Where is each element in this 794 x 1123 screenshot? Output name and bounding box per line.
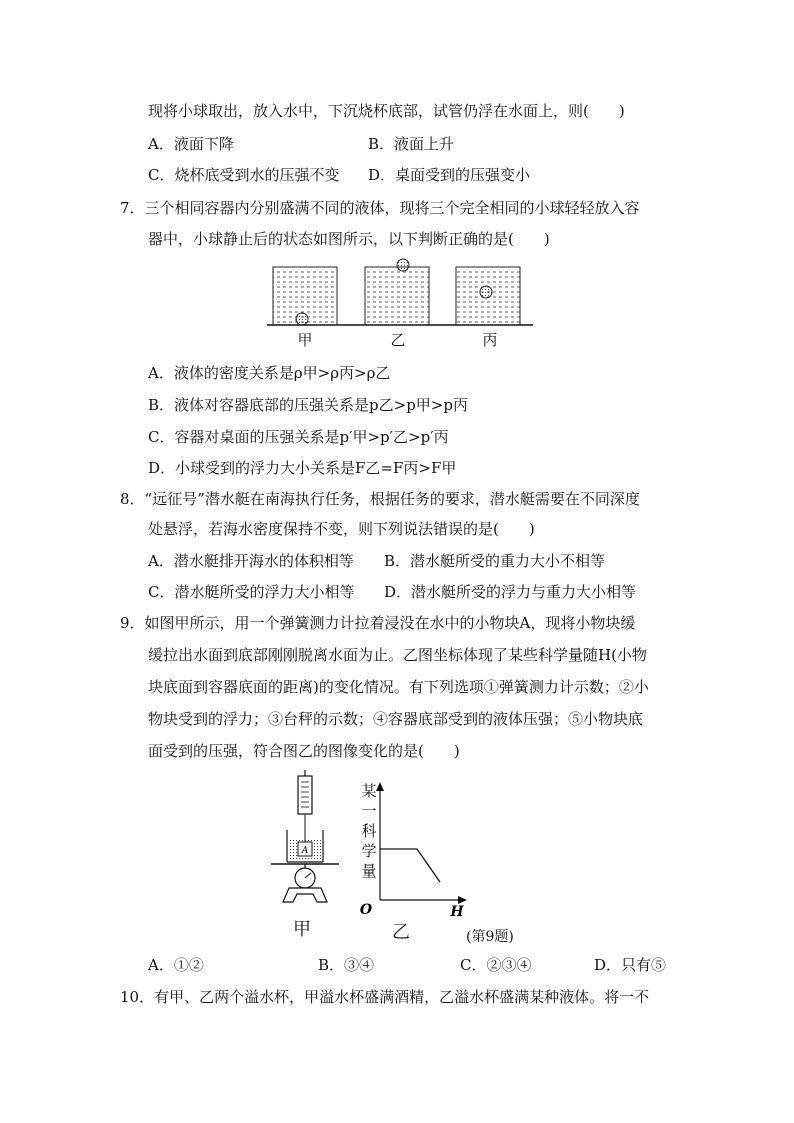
ball-bing (480, 286, 492, 298)
q7-label-yi: 乙 (390, 331, 406, 349)
q9-stem-line1: 9．如图甲所示，用一个弹簧测力计拉着浸没在水中的小物块A，现将小物块缓 (120, 614, 636, 632)
platform-scale (271, 864, 339, 902)
q9-figure-jia (265, 770, 355, 915)
y-axis-label (361, 781, 377, 881)
y-label-char: 某 (361, 782, 377, 800)
q7-stem-line2: 器中，小球静止后的状态如图所示，以下判断正确的是( ) (148, 230, 550, 248)
q9-stem-line5: 面受到的压强，符合图乙的图像变化的是( ) (148, 742, 460, 760)
q9-fig-label-jia: 甲 (293, 919, 311, 940)
q9-caption: (第9题) (466, 929, 514, 945)
q8-option-c: C．潜水艇所受的浮力大小相等 (148, 583, 355, 601)
q6-option-d: D．桌面受到的压强变小 (368, 166, 531, 184)
q7-option-d: D．小球受到的浮力大小关系是F乙=F丙>F甲 (148, 459, 457, 477)
q8-stem-line1: 8．“远征号”潜水艇在南海执行任务，根据任务的要求，潜水艇需要在不同深度 (120, 490, 640, 508)
q8-option-a: A．潜水艇排开海水的体积相等 (148, 552, 354, 570)
q9-stem-line3: 块底面到容器底面的距离)的变化情况。有下列选项①弹簧测力计示数；②小 (148, 678, 649, 696)
q9-stem-line4: 物块受到的浮力；③台秤的示数；④容器底部受到的液体压强；⑤小物块底 (148, 710, 644, 728)
container-jia (273, 267, 337, 325)
axis-origin: O (359, 902, 373, 917)
q8-option-b: B．潜水艇所受的重力大小不相等 (384, 552, 606, 570)
q9-fig-label-yi: 乙 (392, 922, 410, 943)
q7-option-c: C．容器对桌面的压强关系是p′甲>p′乙>p′丙 (148, 428, 449, 446)
q9-option-a: A．①② (148, 956, 204, 974)
q6-option-b: B．液面上升 (368, 135, 455, 153)
axis-x-label: H (450, 904, 464, 917)
q9-stem-line2: 缓拉出水面到底部刚刚脱离水面为止。乙图坐标体现了某些科学量随H(小物 (148, 646, 647, 664)
q7-option-b: B．液体对容器底部的压强关系是p乙>p甲>p丙 (148, 396, 468, 414)
q7-option-a: A．液体的密度关系是ρ甲>ρ丙>ρ乙 (148, 364, 391, 382)
q9-option-d: D．只有⑤ (594, 956, 667, 974)
q8-stem-line2: 处悬浮，若海水密度保持不变，则下列说法错误的是( ) (148, 520, 535, 538)
q10-stem-line1: 10．有甲、乙两个溢水杯，甲溢水杯盛满酒精，乙溢水杯盛满某种液体。将一不 (120, 988, 650, 1006)
q7-label-bing: 丙 (482, 331, 498, 349)
ball-jia (296, 313, 308, 325)
y-label-char: 量 (361, 862, 377, 880)
y-label-char: 一 (361, 802, 377, 820)
q7-stem-line1: 7．三个相同容器内分别盛满不同的液体，现将三个完全相同的小球轻轻放入容 (120, 199, 640, 217)
q9-option-b: B．③④ (318, 956, 375, 974)
q6-option-a: A．液面下降 (148, 135, 234, 153)
q6-stem-tail: 现将小球取出，放入水中，下沉烧杯底部，试管仍浮在水面上，则( ) (148, 102, 625, 120)
q9-option-c: C．②③④ (460, 956, 532, 974)
container-yi (365, 259, 429, 325)
block-a-label: A (301, 846, 309, 856)
y-label-char: 学 (361, 842, 377, 860)
q8-option-d: D．潜水艇所受的浮力与重力大小相等 (384, 583, 637, 601)
ball-yi (397, 259, 409, 271)
container-bing (456, 267, 520, 325)
q6-option-c: C．烧杯底受到水的压强不变 (148, 166, 340, 184)
graph-line (380, 849, 440, 882)
spring-scale (298, 770, 312, 842)
y-label-char: 科 (361, 822, 377, 840)
q7-label-jia: 甲 (297, 331, 313, 349)
